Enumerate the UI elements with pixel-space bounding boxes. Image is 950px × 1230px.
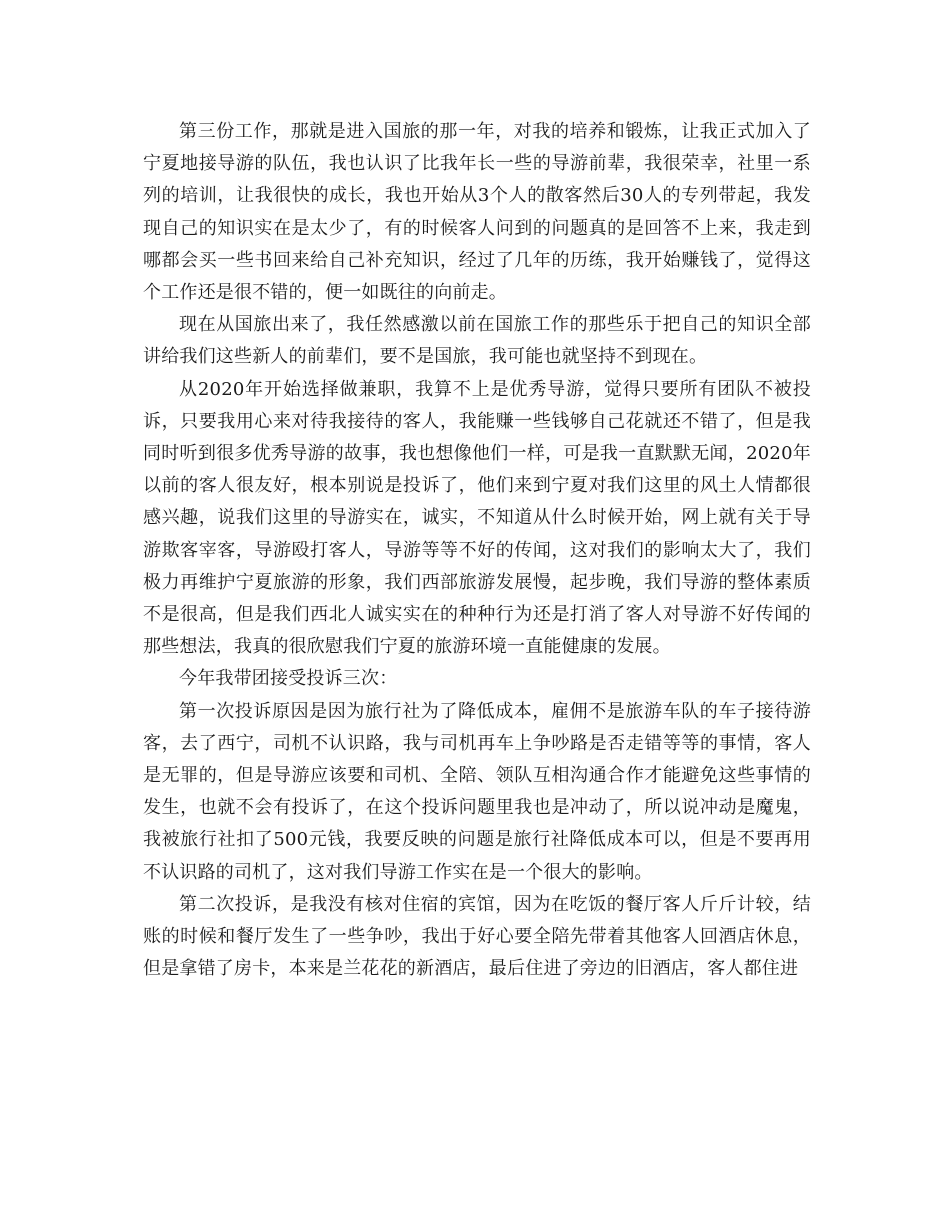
- paragraph-part-time-since-2020: 从2020年开始选择做兼职，我算不上是优秀导游，觉得只要所有团队不被投诉，只要我用心来对待我接待的客人，我能赚一些钱够自己花就还不错了，但是我同时听到很多优秀导游的故事，我也想像他们一样，可是我一直默默无闻，2020年以前的客人很友好，根本别说是投诉了，他们来到宁夏对我们这里的风土人情都很感兴趣，说我们这里的导游实在，诚实，不知道从什么时候开始，网上就有关于导游欺客宰客，导游殴打客人，导游等等不好的传闻，这对我们的影响太大了，我们极力再维护宁夏旅游的形象，我们西部旅游发展慢，起步晚，我们导游的整体素质不是很高，但是我们西北人诚实实在的种种行为还是打消了客人对导游不好传闻的那些想法，我真的很欣慰我们宁夏的旅游环境一直能健康的发展。: [143, 378, 811, 658]
- document-body: [143, 116, 811, 985]
- paragraph-second-complaint: 第二次投诉，是我没有核对住宿的宾馆，因为在吃饭的餐厅客人斤斤计较，结账的时候和餐厅发生了一些争吵，我出于好心要全陪先带着其他客人回酒店休息，但是拿错了房卡，本来是兰花花的新酒店，最后住进了旁边的旧酒店，客人都住进: [143, 893, 811, 980]
- paragraph-first-complaint: 第一次投诉原因是因为旅行社为了降低成本，雇佣不是旅游车队的车子接待游客，去了西宁，司机不认识路，我与司机再车上争吵路是否走错等等的事情，客人是无罪的，但是导游应该要和司机、全陪、领队互相沟通合作才能避免这些事情的发生，也就不会有投诉了，在这个投诉问题里我也是冲动了，所以说冲动是魔鬼，我被旅行社扣了500元钱，我要反映的问题是旅行社降低成本可以，但是不要再用不认识路的司机了，这对我们导游工作实在是一个很大的影响。: [143, 700, 811, 883]
- paragraph-third-job: 第三份工作，那就是进入国旅的那一年，对我的培养和锻炼，让我正式加入了宁夏地接导游的队伍，我也认识了比我年长一些的导游前辈，我很荣幸，社里一系列的培训，让我很快的成长，我也开始从3个人的散客然后30人的专列带起，我发现自己的知识实在是太少了，有的时候客人问到的问题真的是回答不上来，我走到哪都会买一些书回来给自己补充知识，经过了几年的历练，我开始赚钱了，觉得这个工作还是很不错的，便一如既往的向前走。: [143, 121, 811, 304]
- paragraph-complaints-intro: 今年我带团接受投诉三次：: [179, 668, 398, 690]
- paragraph-leaving-cits: 现在从国旅出来了，我任然感激以前在国旅工作的那些乐于把自己的知识全部讲给我们这些新人的前辈们，要不是国旅，我可能也就坚持不到现在。: [143, 314, 811, 368]
